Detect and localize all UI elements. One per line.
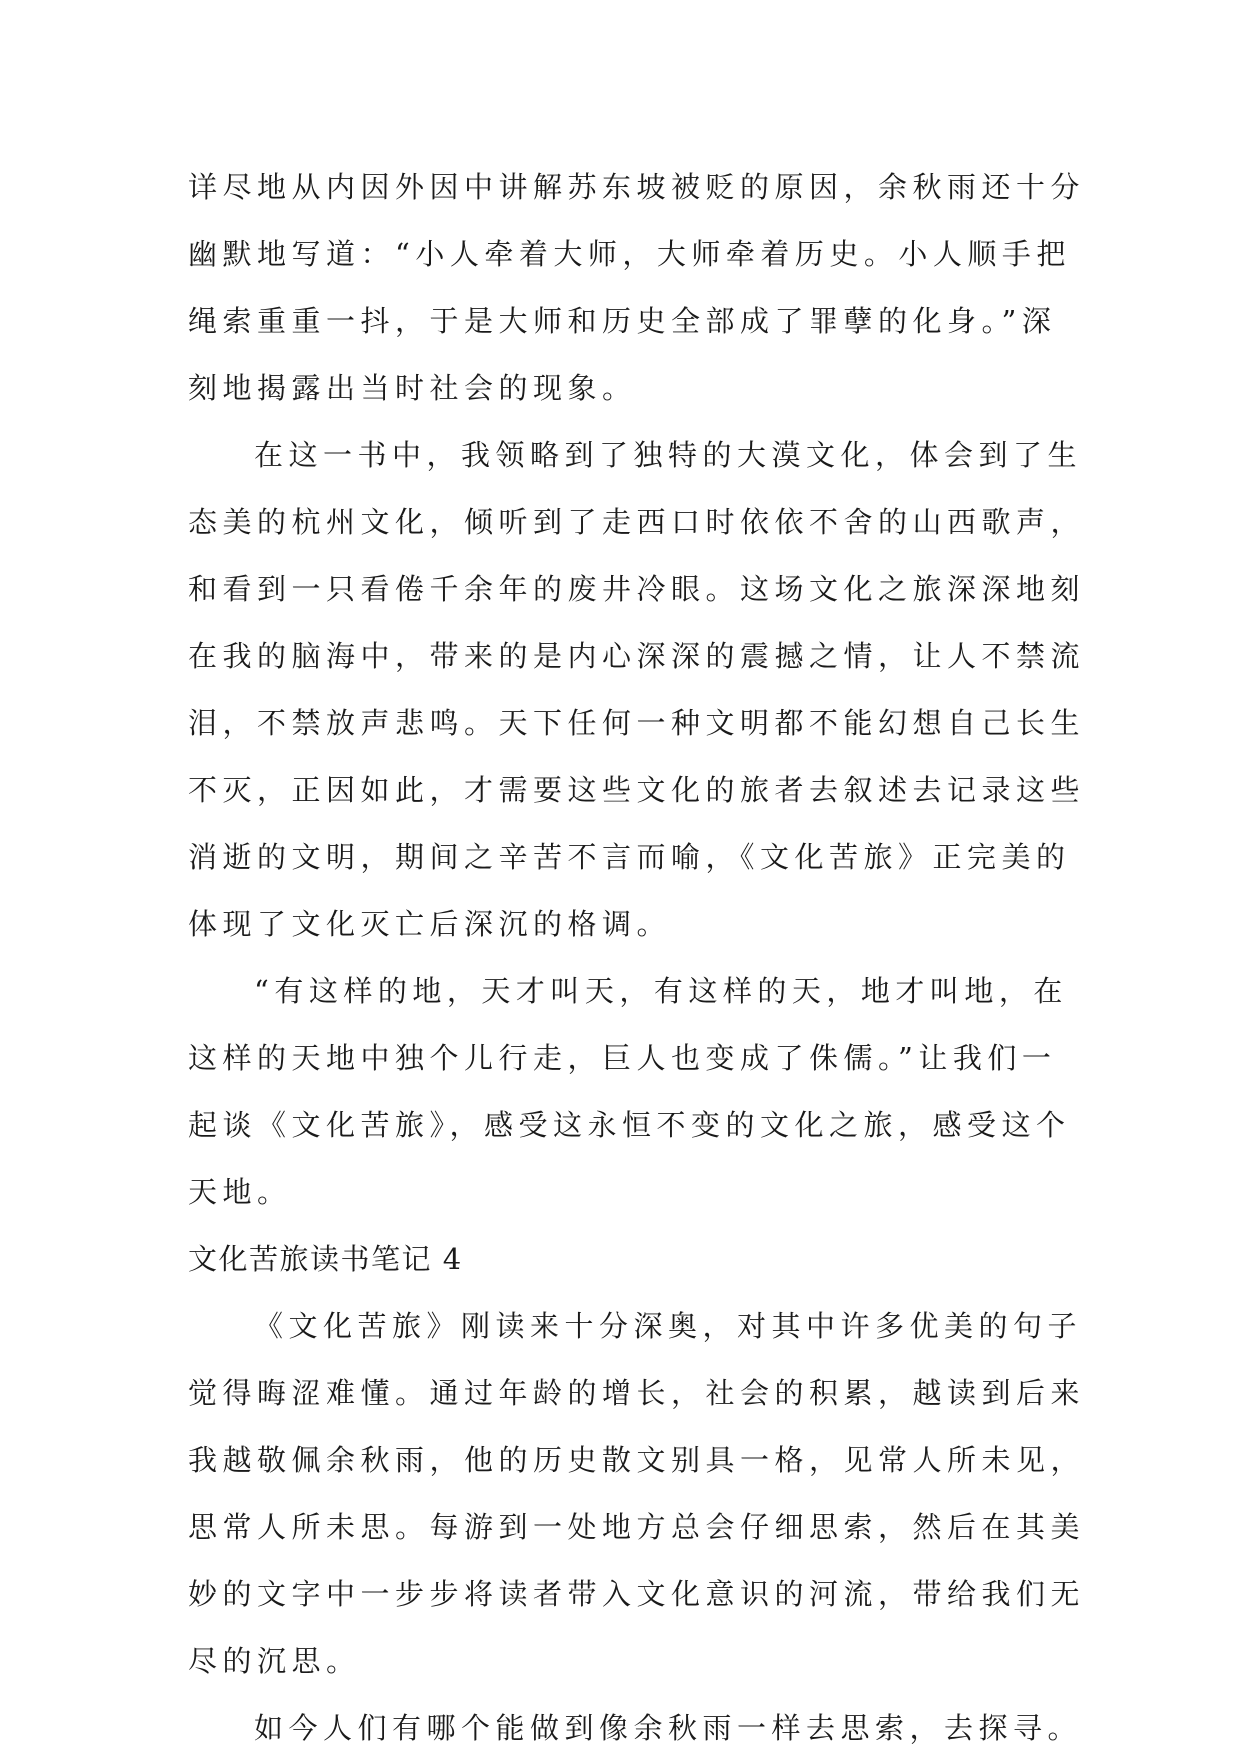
text-line: 幽默地写道：“小人牵着大师，大师牵着历史。小人顺手把 <box>188 237 1071 271</box>
text-line: 泪，不禁放声悲鸣。天下任何一种文明都不能幻想自己长生 <box>188 706 1086 740</box>
text-line: 尽的沉思。 <box>188 1644 361 1678</box>
text-line: 不灭，正因如此，才需要这些文化的旅者去叙述去记录这些 <box>188 773 1086 807</box>
text-line: 消逝的文明，期间之辛苦不言而喻，《文化苦旅》正完美的 <box>188 840 1071 874</box>
text-line: 我越敬佩余秋雨，他的历史散文别具一格，见常人所未见， <box>188 1443 1086 1477</box>
text-line: 妙的文字中一步步将读者带入文化意识的河流，带给我们无 <box>188 1577 1086 1611</box>
section-heading: 文化苦旅读书笔记 4 <box>188 1242 463 1276</box>
text-line: 这样的天地中独个儿行走，巨人也变成了侏儒。”让我们一 <box>188 1041 1057 1075</box>
text-line: 在这一书中，我领略到了独特的大漠文化，体会到了生 <box>254 438 1083 472</box>
text-line: 如今人们有哪个能做到像余秋雨一样去思索，去探寻。 <box>254 1711 1083 1745</box>
text-line: 在我的脑海中，带来的是内心深深的震撼之情，让人不禁流 <box>188 639 1086 673</box>
text-line: 刻地揭露出当时社会的现象。 <box>188 371 637 405</box>
text-line: 起谈《文化苦旅》，感受这永恒不变的文化之旅，感受这个 <box>188 1108 1071 1142</box>
text-line: 体现了文化灭亡后深沉的格调。 <box>188 907 672 941</box>
text-line: 和看到一只看倦千余年的废井冷眼。这场文化之旅深深地刻 <box>188 572 1086 606</box>
text-line: 《文化苦旅》刚读来十分深奥，对其中许多优美的句子 <box>254 1309 1083 1343</box>
text-line: “有这样的地，天才叫天，有这样的天，地才叫地，在 <box>254 974 1068 1008</box>
text-line: 思常人所未思。每游到一处地方总会仔细思索，然后在其美 <box>188 1510 1086 1544</box>
text-line: 觉得晦涩难懂。通过年龄的增长，社会的积累，越读到后来 <box>188 1376 1086 1410</box>
body-text <box>188 154 1086 1762</box>
text-line: 态美的杭州文化，倾听到了走西口时依依不舍的山西歌声， <box>188 505 1086 539</box>
text-line: 天地。 <box>188 1175 292 1209</box>
text-line: 绳索重重一抖，于是大师和历史全部成了罪孽的化身。”深 <box>188 304 1057 338</box>
text-line: 详尽地从内因外因中讲解苏东坡被贬的原因，余秋雨还十分 <box>188 170 1086 204</box>
